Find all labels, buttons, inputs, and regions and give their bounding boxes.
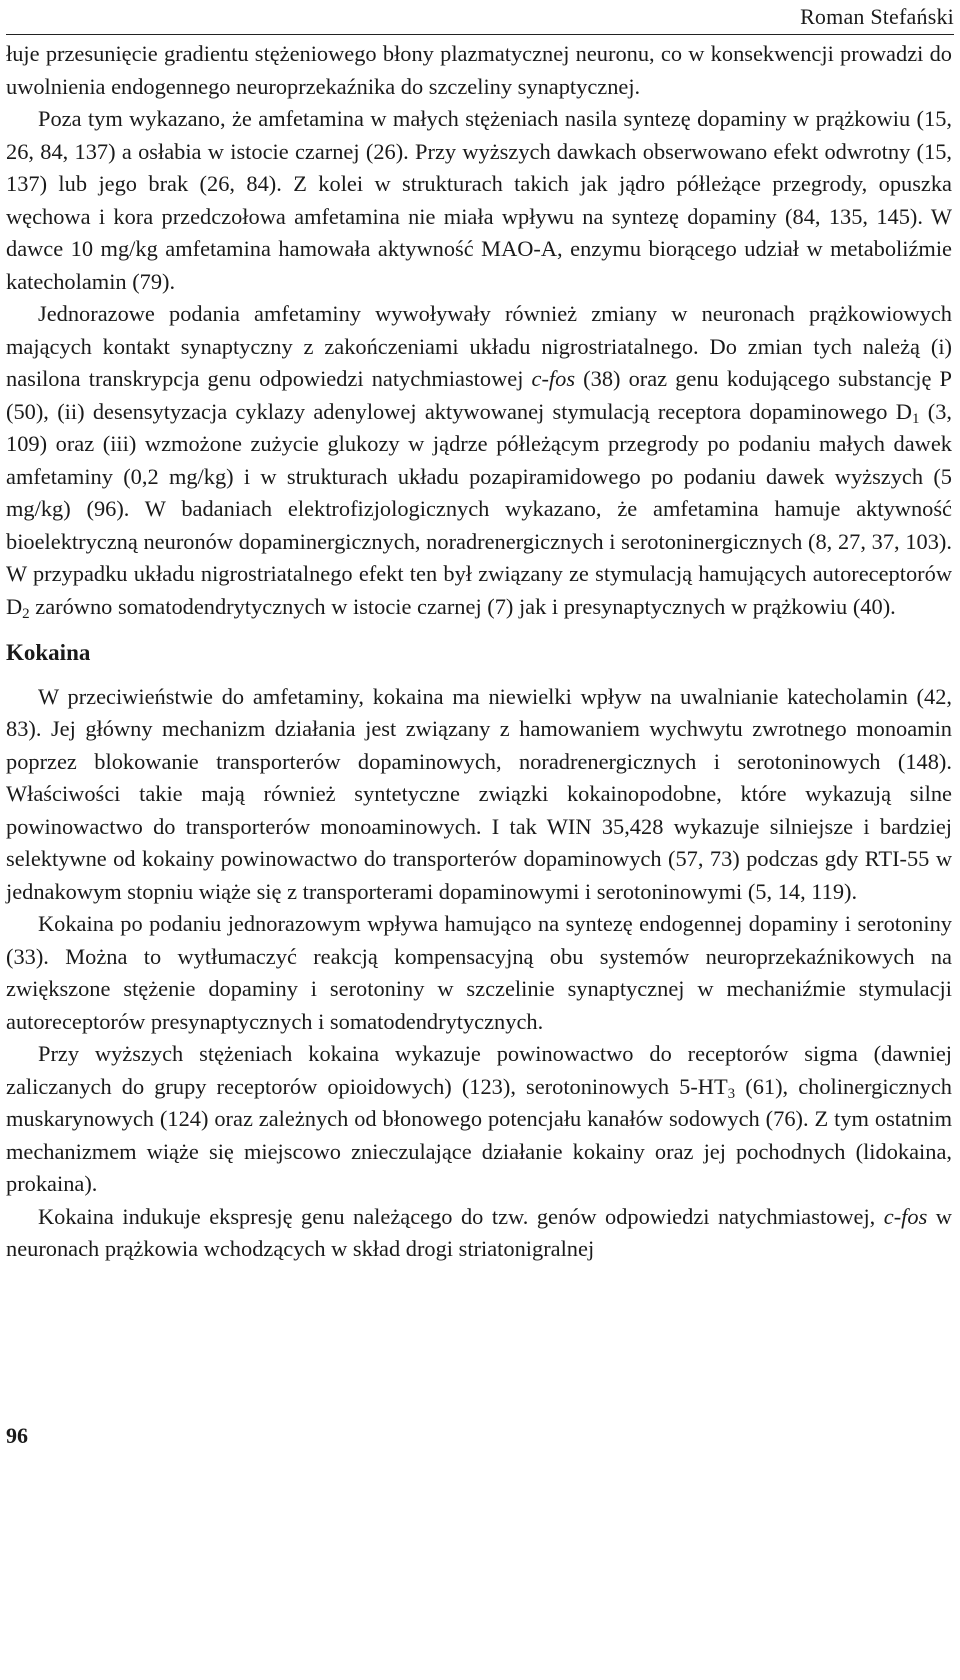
text-segment: Kokaina indukuje ekspresję genu należącego do tzw. genów odpowiedzi natychmiastowej, [38, 1203, 884, 1229]
text-segment: zarówno somatodendrytycznych w istocie czarnej (7) jak i presynaptycznych w prążkowiu (40). [29, 593, 896, 619]
page-body [6, 38, 952, 1266]
text-segment: (3, 109) oraz (iii) wzmożone zużycie glukozy w jądrze półleżącym przegrody po podaniu małych dawek amfetaminy (0,2 mg/kg) i w strukturach układu pozapiramidowego po podaniu dawek wyższych (5 mg/kg) (96). W badaniach elektrofizjologicznych wykazano, że amfetamina hamuje aktywność bioelektryczną neuronów dopaminergicznych, noradrenergicznych i serotoninergicznych (8, 27, 37, 103). W przypadku układu nigrostriatalnego efekt ten był związany ze stymulacją hamujących autoreceptorów D [6, 398, 952, 619]
text-segment: (38) oraz genu kodującego substancję P (50), (ii) desensytyzacja cyklazy adenylowej aktywowanej stymulacją receptora dopaminowego D [6, 366, 952, 424]
page-number: 96 [6, 1423, 28, 1448]
paragraph-amphetamine-neurons [6, 298, 952, 623]
paragraph-amphetamine-synthesis: Poza tym wykazano, że amfetamina w małych stężeniach nasila syntezę dopaminy w prążkowiu (15, 26, 84, 137) a osłabia w istocie czarnej (26). Przy wyższych dawkach obserwowano efekt odwrotny (15, 137) lub jego brak (26, 84). Z kolei w strukturach takich jak jądro półleżące przegrody, opuszka węchowa i kora przedczołowa amfetamina nie miała wpływu na syntezę dopaminy (84, 135, 145). W dawce 10 mg/kg amfetamina hamowała aktywność MAO-A, enzymu biorącego udział w metaboliźmie katecholamin (79). [6, 106, 952, 294]
paragraph-cocaine-synthesis: Kokaina po podaniu jednorazowym wpływa hamująco na syntezę endogennej dopaminy i serotoniny (33). Można to wytłumaczyć reakcją kompensacyjną obu systemów neuroprzekaźnikowych na zwiększone stężenie dopaminy i serotoniny w szczelinie synaptycznej w mechaniźmie stymulacji autoreceptorów presynaptycznych i somatodendrytycznych. [6, 911, 952, 1034]
text-segment: Jednorazowe podania amfetaminy wywoływały również zmiany w neuronach prążkowiowych mających kontakt synaptyczny z zakończeniami układu nigrostriatalnego. Do zmian tych należą (i) nasilona transkrypcja genu odpowiedzi natychmiastowej [6, 301, 952, 391]
text-segment: w neuronach prążkowia wchodzących w skład drogi striatonigralnej [6, 1203, 952, 1261]
text-segment: Przy wyższych stężeniach kokaina wykazuje powinowactwo do receptorów sigma (dawniej zaliczanych do grupy receptorów opioidowych) (123), serotoninowych 5-HT [6, 1041, 952, 1099]
paragraph-cocaine-gene-expression [6, 1201, 952, 1266]
paragraph-continued: łuje przesunięcie gradientu stężeniowego błony plazmatycznej neuronu, co w konsekwencji prowadzi do uwolnienia endogennego neuroprzekaźnika do szczeliny synaptycznej. [6, 41, 952, 99]
subscript: 2 [22, 605, 30, 622]
paragraph-cocaine-receptors [6, 1038, 952, 1201]
paragraph-cocaine-mechanism: W przeciwieństwie do amfetaminy, kokaina ma niewielki wpływ na uwalnianie katecholamin (42, 83). Jej główny mechanizm działania jest związany z hamowaniem wychwytu zwrotnego monoamin poprzez blokowanie transporterów dopaminowych, noradrenergicznych i serotoninowych (148). Właściwości takie mają również syntetyczne związki kokainopodobne, które wykazują silne powinowactwo do transporterów monoaminowych. I tak WIN 35,428 wykazuje silniejsze i bardziej selektywne od kokainy powinowactwo do transporterów dopaminowych (57, 73) podczas gdy RTI-55 w jednakowym stopniu wiąże się z transporterami dopaminowymi i serotoninowymi (5, 14, 119). [6, 683, 952, 904]
gene-name-italic: c-fos [531, 366, 576, 391]
subscript: 3 [727, 1085, 736, 1102]
header-author: Roman Stefański [800, 4, 954, 29]
gene-name-italic: c-fos [883, 1203, 928, 1229]
section-heading-kokaina: Kokaina [6, 640, 91, 665]
subscript: 1 [911, 410, 920, 427]
text-segment: (61), cholinergicznych muskarynowych (124) oraz zależnych od błonowego potencjału kanałów sodowych (76). Z tym ostatnim mechanizmem wiąże się miejscowo znieczulające działanie kokainy oraz jej pochodnych (lidokaina, prokaina). [6, 1073, 952, 1196]
running-header [6, 0, 954, 35]
